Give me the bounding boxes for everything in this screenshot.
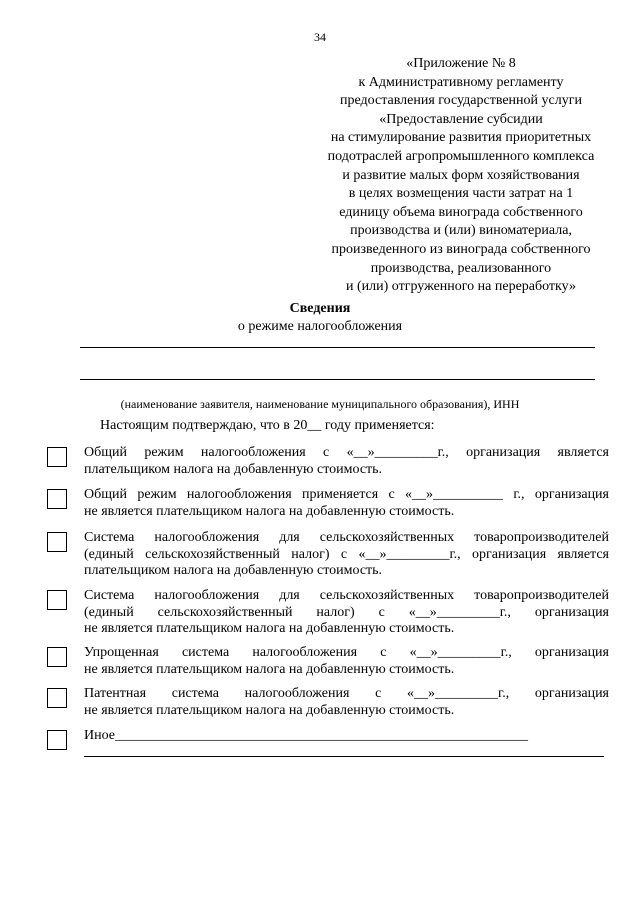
tax-option-line: Упрощенная система налогообложения с «__»_________г., организация: [84, 645, 609, 660]
other-continuation-line[interactable]: [84, 756, 604, 757]
tax-option-checkbox[interactable]: [47, 532, 67, 552]
tax-option-line: Общий режим налогообложения с «__»_________г., организация является: [84, 445, 609, 460]
tax-option-line: Общий режим налогообложения применяется с «__»__________ г., организация: [84, 487, 609, 502]
appendix-line: на стимулирование развития приоритетных: [330, 130, 592, 146]
tax-option-checkbox[interactable]: [47, 447, 67, 467]
tax-option-line: (единый сельскохозяйственный налог) с «__»_________г., организация является: [84, 546, 609, 562]
tax-option-line: (единый сельскохозяйственный налог) с «__»_________г., организация: [84, 604, 609, 620]
tax-option-checkbox[interactable]: [47, 730, 67, 750]
page-number: 34: [314, 30, 326, 44]
tax-option-line: плательщиком налога на добавленную стоимость.: [84, 563, 383, 578]
tax-option-text: [84, 445, 609, 478]
tax-option-line: Патентная система налогообложения с «__»_________г., организация: [84, 686, 609, 701]
document-title: Сведения: [289, 301, 351, 316]
tax-option-line: не является плательщиком налога на добавленную стоимость.: [84, 702, 455, 718]
tax-option-text: [84, 588, 609, 638]
tax-option-text: [84, 686, 609, 719]
tax-option-line: не является плательщиком налога на добавленную стоимость.: [84, 661, 455, 677]
appendix-line: единицу объема винограда собственного: [339, 204, 583, 220]
tax-option-text: [84, 487, 609, 520]
appendix-line: «Приложение № 8: [406, 56, 516, 71]
tax-option-checkbox[interactable]: [47, 590, 67, 610]
tax-option-checkbox[interactable]: [47, 647, 67, 667]
tax-option-line: не является плательщиком налога на добавленную стоимость.: [84, 621, 455, 636]
tax-option-text: [84, 645, 609, 678]
tax-option-line: Система налогообложения для сельскохозяйственных товаропроизводителей: [84, 530, 609, 545]
appendix-header: [300, 55, 622, 297]
appendix-line: «Предоставление субсидии: [379, 111, 543, 127]
appendix-line: предоставления государственной услуги: [340, 93, 582, 109]
appendix-line: производства, реализованного: [370, 260, 552, 276]
applicant-name-line-1[interactable]: [80, 347, 595, 348]
applicant-caption: (наименование заявителя, наименование муниципального образования), ИНН: [120, 397, 520, 411]
appendix-line: к Административному регламенту: [358, 74, 564, 90]
tax-option-text: [84, 728, 609, 745]
document-subtitle: о режиме налогообложения: [237, 319, 403, 334]
appendix-line: производства и (или) виноматериала,: [350, 223, 572, 239]
appendix-line: в целях возмещения части затрат на 1: [348, 186, 574, 202]
appendix-line: и развитие малых форм хозяйствования: [342, 167, 580, 183]
tax-option-checkbox[interactable]: [47, 688, 67, 708]
appendix-line: и (или) отгруженного на переработку»: [345, 279, 577, 295]
tax-option-checkbox[interactable]: [47, 489, 67, 509]
tax-option-line: плательщиком налога на добавленную стоимость.: [84, 461, 383, 477]
tax-option-line: не является плательщиком налога на добавленную стоимость.: [84, 503, 455, 519]
appendix-line: произведенного из винограда собственного: [331, 241, 591, 257]
tax-option-text: [84, 530, 609, 580]
applicant-name-line-2[interactable]: [80, 379, 595, 380]
appendix-line: подотраслей агропромышленного комплекса: [327, 148, 595, 164]
tax-option-line: Иное___________________________________________________________: [84, 728, 528, 743]
intro-statement: Настоящим подтверждаю, что в 20__ году применяется:: [100, 418, 435, 433]
document-heading: [0, 300, 640, 336]
tax-option-line: Система налогообложения для сельскохозяйственных товаропроизводителей: [84, 588, 609, 603]
